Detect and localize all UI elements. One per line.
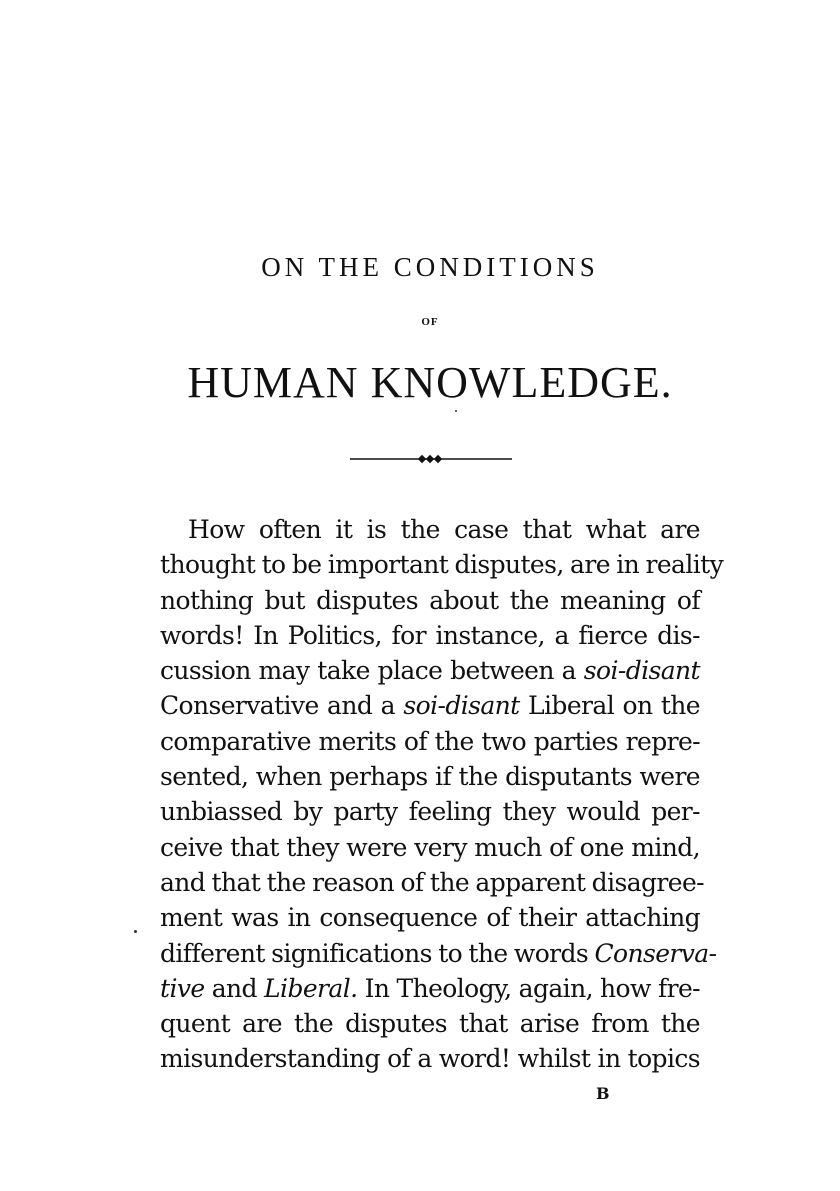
- text-line: [160, 688, 700, 723]
- text-line: [160, 971, 700, 1006]
- text-line: [160, 653, 700, 688]
- title-line-1: ON THE CONDITIONS: [261, 252, 599, 282]
- body-paragraph: [160, 512, 724, 1077]
- text-line: and that the reason of the apparent disagree-: [160, 867, 704, 897]
- text-line: quent are the disputes that arise from the: [160, 1009, 700, 1039]
- text-segment: different significations to the words: [160, 938, 595, 968]
- ornament-rule-icon: [350, 449, 512, 469]
- italic-term: soi-disant: [583, 656, 700, 686]
- italic-term: Liberal.: [264, 973, 358, 1003]
- italic-term: soi-disant: [403, 691, 520, 721]
- ink-speck: [134, 930, 137, 933]
- italic-term: Conserva-: [594, 938, 717, 968]
- title-line-2: OF: [421, 316, 439, 328]
- text-line: ceive that they were very much of one mind,: [160, 832, 700, 862]
- signature-mark: B: [596, 1084, 610, 1103]
- ink-speck: [455, 410, 457, 412]
- text-line: nothing but disputes about the meaning of: [160, 585, 700, 615]
- text-line: How often it is the case that what are: [188, 515, 700, 544]
- text-segment: Conservative and a: [160, 691, 404, 721]
- text-line: sented, when perhaps if the disputants were: [160, 762, 700, 792]
- text-line: comparative merits of the two parties repre-: [160, 726, 700, 756]
- text-segment: In Theology, again, how fre-: [357, 973, 700, 1003]
- text-segment: and: [204, 973, 265, 1003]
- italic-term: tive: [160, 973, 205, 1003]
- text-segment: Liberal on the: [519, 691, 701, 721]
- text-line: unbiassed by party feeling they would per-: [160, 797, 700, 827]
- text-segment: cussion may take place between a: [160, 656, 584, 686]
- text-line: misunderstanding of a word! whilst in topics: [160, 1044, 700, 1074]
- text-line: words! In Politics, for instance, a fierce dis-: [160, 620, 700, 650]
- text-line: [160, 936, 717, 971]
- page-title: HUMAN KNOWLEDGE.: [187, 358, 673, 407]
- text-line: ment was in consequence of their attaching: [160, 903, 700, 933]
- text-line: thought to be important disputes, are in reality: [160, 550, 724, 580]
